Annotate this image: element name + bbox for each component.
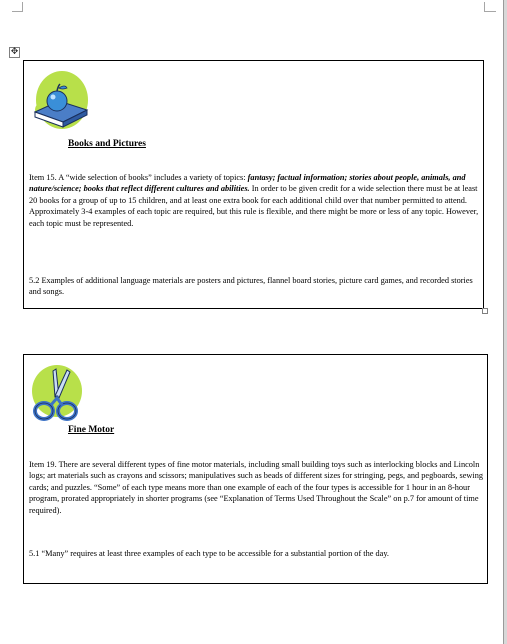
scissors-icon <box>27 365 85 425</box>
books-and-pictures-section <box>23 60 484 309</box>
table-move-handle[interactable] <box>9 47 20 58</box>
margin-corner-mark <box>484 11 496 12</box>
topics-emphasis: fantasy; factual information; stories about people, animals, and nature/science; books that reflect different cultures and abilities. <box>29 173 466 194</box>
note-5-2-paragraph: 5.2 Examples of additional language materials are posters and pictures, flannel board stories, picture card games, and recorded stories and songs. <box>29 276 473 297</box>
item-15-paragraph <box>29 172 479 229</box>
section-heading: Books and Pictures <box>68 139 146 149</box>
table-resize-handle[interactable] <box>482 308 488 314</box>
section-heading: Fine Motor <box>68 425 115 435</box>
move-arrows-icon: ✥ <box>10 47 19 57</box>
note-5-1-paragraph: 5.1 “Many” requires at least three examples of each type to be accessible for a substantial portion of the day. <box>29 549 390 558</box>
item-text: In order to be given credit for a wide selection there must be at least 20 books for a group of up to 15 children, and at least one extra book for each additional child over that number permitted to attend. Approximately 3-4 examples of each topic are required, but this rule is flexible, and there might be more or less of any topic. However, each topic must be represented. <box>29 184 479 228</box>
fine-motor-section <box>23 354 488 584</box>
margin-corner-mark <box>12 11 23 12</box>
item-19-paragraph: Item 19. There are several different types of fine motor materials, including small building toys such as interlocking blocks and Lincoln logs; art materials such as crayons and scissors; manipulatives such as beads of different sizes for stringing, pegs, and pegboards, sewing cards; and puzzles. “Some” of each type means more than one example of each of the four types is accessible for 1 hour in an 8-hour program, prorated appropriately in shorter programs (see “Explanation of Terms Used Throughout the Scale” on p.7 for amount of time required). <box>29 460 483 515</box>
item-text: Item 15. A “wide selection of books” includes a variety of topics: <box>29 173 248 182</box>
apple-on-book-icon <box>29 70 89 132</box>
